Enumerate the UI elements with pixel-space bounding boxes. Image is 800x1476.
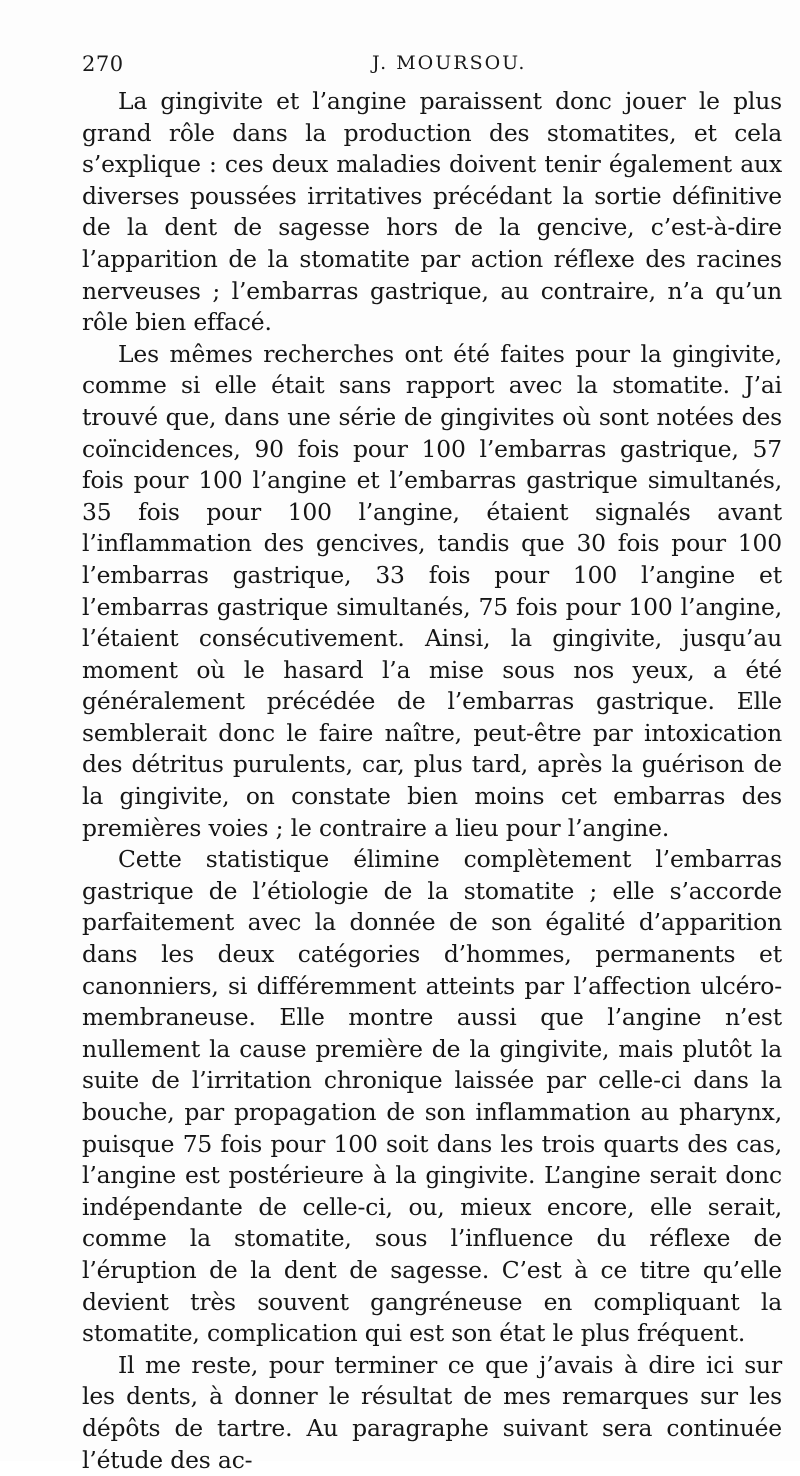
paragraph: La gingivite et l’angine paraissent donc jouer le plus grand rôle dans la production des stomatites, et cela s’explique : ces deux maladies doivent tenir également aux diverses poussées irritatives précédant la sortie définitive de la dent de sagesse hors de la gencive, c’est-à-dire l’apparition de la stomatite par action réflexe des racines nerveuses ; l’embarras gastrique, au contraire, n’a qu’un rôle bien effacé. (82, 87, 782, 337)
paragraph: Les mêmes recherches ont été faites pour la gingivite, comme si elle était sans rapport avec la stomatite. J’ai trouvé que, dans une série de gingivites où sont notées des coïncidences, 90 fois pour 100 l’embarras gastrique, 57 fois pour 100 l’angine et l’embarras gastrique simultanés, 35 fois pour 100 l’angine, étaient signalés avant l’inflammation des gencives, tandis que 30 fois pour 100 l’embarras gastrique, 33 fois pour 100 l’angine et l’embarras gastrique simultanés, 75 fois pour 100 l’angine, l’étaient consécutivement. Ainsi, la gingivite, jusqu’au moment où le hasard l’a mise sous nos yeux, a été généralement précédée de l’embarras gastrique. Elle semblerait donc le faire naître, peut-être par intoxication des détritus purulents, car, plus tard, après la guérison de la gingivite, on constate bien moins cet embarras des premières voies ; le contraire a lieu pour l’angine. (82, 339, 782, 842)
page-number: 270 (82, 52, 124, 76)
running-head: J. MOURSOU. (372, 52, 527, 74)
body-text (82, 86, 782, 1476)
paragraph: Il me reste, pour terminer ce que j’avais à dire ici sur les dents, à donner le résultat de mes remarques sur les dépôts de tartre. Au paragraphe suivant sera continuée l’étude des ac- (82, 1350, 782, 1474)
page-header (82, 52, 782, 82)
paragraph: Cette statistique élimine complètement l’embarras gastrique de l’étiologie de la stomatite ; elle s’accorde parfaitement avec la donnée de son égalité d’apparition dans les deux catégories d’hommes, permanents et canonniers, si différemment atteints par l’affection ulcéro-membraneuse. Elle montre aussi que l’angine n’est nullement la cause première de la gingivite, mais plutôt la suite de l’irritation chronique laissée par celle-ci dans la bouche, par propagation de son inflammation au pharynx, puisque 75 fois pour 100 soit dans les trois quarts des cas, l’angine est postérieure à la gingivite. L’angine serait donc indépendante de celle-ci, ou, mieux encore, elle serait, comme la stomatite, sous l’influence du réflexe de l’éruption de la dent de sagesse. C’est à ce titre qu’elle devient très souvent gangréneuse en compliquant la stomatite, complication qui est son état le plus fréquent. (82, 845, 782, 1348)
